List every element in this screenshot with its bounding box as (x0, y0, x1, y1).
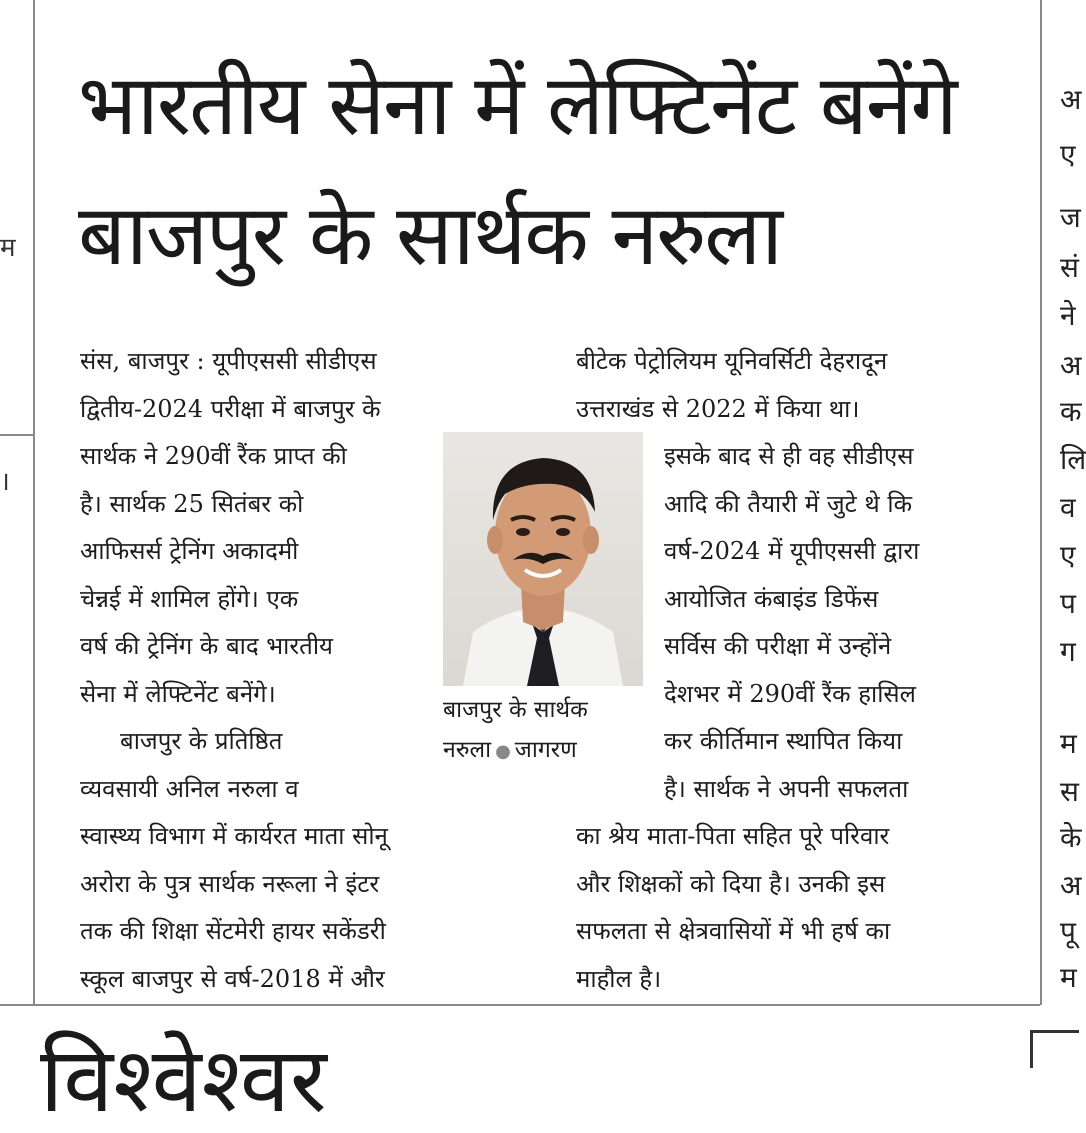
column-1-wrap (80, 433, 432, 813)
right-column-fragment: व (1060, 491, 1076, 524)
body-line: माहौल है। (576, 964, 662, 993)
headline-line-2: बाजपुर के सार्थक नरुला (78, 186, 782, 284)
body-line: आयोजित कंबाइंड डिफेंस (664, 584, 879, 613)
right-column-fragment: अ (1060, 349, 1082, 382)
portrait-illustration (443, 432, 643, 686)
right-column-fragment: ग (1060, 635, 1076, 668)
right-column-fragment: ज (1060, 201, 1081, 234)
article-photo (443, 432, 643, 686)
column-1-bottom (80, 813, 528, 1003)
caption-name: नरुला (443, 737, 492, 763)
column-2-wrap (664, 433, 1016, 813)
body-line: आफिसर्स ट्रेनिंग अकादमी (80, 537, 299, 565)
right-column-fragment: क (1060, 395, 1082, 428)
body-line: स्कूल बाजपुर से वर्ष-2018 में और (80, 964, 385, 993)
right-column-fragment: प (1060, 587, 1076, 620)
body-line: द्वितीय-2024 परीक्षा में बाजपुर के (80, 394, 381, 423)
right-column-fragment: ए (1060, 138, 1076, 171)
body-line: आदि की तैयारी में जुटे थे कि (664, 489, 912, 518)
right-column-fragment: म (1060, 961, 1077, 994)
right-column-fragment: म (1060, 727, 1077, 760)
body-line: इसके बाद से ही वह सीडीएस (664, 442, 914, 470)
body-line: सर्विस की परीक्षा में उन्होंने (664, 632, 892, 660)
column-1-top (80, 338, 528, 433)
headline-line-1: भारतीय सेना में लेफ्टिनेंट बनेंगे (78, 56, 956, 154)
body-line: है। सार्थक ने अपनी सफलता (664, 774, 909, 803)
body-line: बाजपुर के प्रतिष्ठित (120, 727, 283, 755)
body-line: का श्रेय माता-पिता सहित पूरे परिवार (576, 822, 890, 850)
bullet-icon: ● (495, 741, 511, 762)
caption-line-1: बाजपुर के सार्थक (443, 697, 588, 723)
body-line: बीटेक पेट्रोलियम यूनिवर्सिटी देहरादून (576, 347, 888, 375)
body-line: कर कीर्तिमान स्थापित किया (664, 727, 903, 755)
left-column-fragment: म (0, 233, 16, 263)
body-line: सफलता से क्षेत्रवासियों में भी हर्ष का (576, 917, 891, 945)
headline (78, 40, 1038, 300)
body-line: संस, बाजपुर : यूपीएससी सीडीएस (80, 347, 377, 375)
column-2-bottom (576, 813, 1016, 1003)
body-line: सार्थक ने 290वीं रैंक प्राप्त की (80, 442, 347, 470)
body-line: वर्ष की ट्रेनिंग के बाद भारतीय (80, 632, 333, 660)
body-line: स्वास्थ्य विभाग में कार्यरत माता सोनू (80, 822, 388, 850)
right-column-rule (1040, 0, 1042, 1005)
photo-credit: जागरण (514, 737, 577, 763)
body-line: देशभर में 290वीं रैंक हासिल (664, 679, 916, 708)
corner-box-fragment (1030, 1030, 1079, 1068)
body-line: है। सार्थक 25 सितंबर को (80, 489, 304, 518)
right-column-fragment: पू (1060, 915, 1076, 948)
right-column-fragment: लि (1060, 443, 1086, 476)
next-headline-text: विश्वेश्वर (40, 1028, 327, 1133)
right-column-fragment: स (1060, 775, 1079, 808)
body-line: वर्ष-2024 में यूपीएससी द्वारा (664, 537, 920, 565)
left-column-rule (33, 0, 35, 1005)
right-column-fragment: ने (1060, 299, 1076, 332)
body-line: उत्तराखंड से 2022 में किया था। (576, 394, 860, 423)
next-article-headline (40, 1028, 1020, 1133)
body-line: चेन्नई में शामिल होंगे। एक (80, 584, 299, 613)
article-bottom-rule (0, 1004, 1040, 1006)
left-column-divider (0, 434, 34, 436)
right-column-fragment: के (1060, 821, 1082, 854)
right-column-fragment: अ (1060, 869, 1082, 902)
column-2-top (576, 338, 1016, 433)
right-column-fragment: सं (1060, 251, 1079, 284)
body-line: अरोरा के पुत्र सार्थक नरूला ने इंटर (80, 869, 380, 898)
body-line: व्यवसायी अनिल नरुला व (80, 774, 299, 803)
photo-caption (443, 690, 653, 772)
right-column-fragment: ए (1060, 539, 1076, 572)
right-column-fragment: अ (1060, 83, 1082, 116)
body-line: तक की शिक्षा सेंटमेरी हायर सकेंडरी (80, 917, 386, 945)
left-column-fragment: । (0, 467, 10, 497)
caption-line-2 (443, 730, 653, 772)
body-line: सेना में लेफ्टिनेंट बनेंगे। (80, 679, 276, 708)
body-line: और शिक्षकों को दिया है। उनकी इस (576, 869, 886, 898)
